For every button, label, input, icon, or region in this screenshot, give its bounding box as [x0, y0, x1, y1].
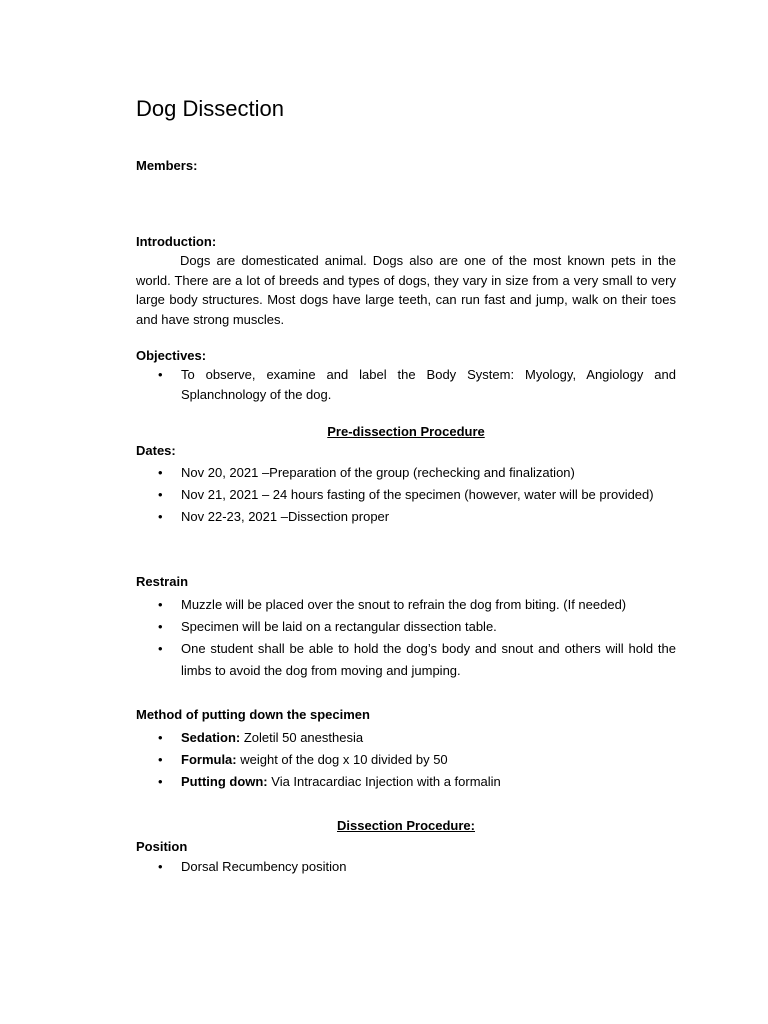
bullet-icon: • [158, 465, 163, 480]
members-label: Members: [136, 158, 198, 173]
list-item: • To observe, examine and label the Body System: Myology, Angiology and Splanchnology of the dog. [158, 367, 676, 402]
pre-dissection-heading: Pre-dissection Procedure [327, 424, 485, 439]
bullet-icon: • [158, 619, 163, 634]
introduction-paragraph [136, 251, 676, 329]
list-item: • Putting down: Via Intracardiac Injection with a formalin [136, 771, 676, 793]
list-item: • Nov 21, 2021 – 24 hours fasting of the specimen (however, water will be provided) [136, 484, 676, 506]
objectives-label: Objectives: [136, 348, 207, 363]
dissection-heading: Dissection Procedure: [337, 818, 475, 833]
method-list [136, 727, 676, 793]
position-label: Position [136, 839, 188, 854]
objectives-list [136, 365, 676, 404]
introduction-label: Introduction: [136, 234, 217, 249]
introduction-text: Dogs are domesticated animal. Dogs also are one of the most known pets in the world. There are a lot of breeds and types of dogs, they vary in size from a very small to very large body structures. Most dogs have large teeth, can run fast and jump, walk on their toes and have strong muscles. [136, 253, 676, 327]
bullet-icon: • [158, 509, 163, 524]
document-title: Dog Dissection [136, 96, 284, 121]
bullet-icon: • [158, 597, 163, 612]
bullet-icon: • [158, 730, 163, 745]
bullet-icon: • [158, 774, 163, 789]
bullet-icon: • [158, 367, 163, 382]
bullet-icon: • [158, 487, 163, 502]
list-item: • Sedation: Zoletil 50 anesthesia [136, 727, 676, 749]
dates-label: Dates: [136, 443, 176, 458]
list-item: • Nov 20, 2021 –Preparation of the group (rechecking and finalization) [136, 462, 676, 484]
bullet-icon: • [158, 859, 163, 874]
list-item: • Formula: weight of the dog x 10 divided by 50 [136, 749, 676, 771]
bullet-icon: • [158, 752, 163, 767]
list-item: • Muzzle will be placed over the snout to refrain the dog from biting. (If needed) [136, 594, 676, 616]
position-list [136, 856, 676, 878]
list-item: • Specimen will be laid on a rectangular dissection table. [136, 616, 676, 638]
list-item: • Nov 22-23, 2021 –Dissection proper [136, 506, 676, 528]
method-label: Method of putting down the specimen [136, 707, 370, 722]
restrain-label: Restrain [136, 574, 189, 589]
restrain-list [136, 594, 676, 682]
dates-list [136, 462, 676, 528]
list-item: • One student shall be able to hold the dog’s body and snout and others will hold the limbs to avoid the dog from moving and jumping. [136, 638, 676, 682]
list-item: • Dorsal Recumbency position [136, 856, 676, 878]
bullet-icon: • [158, 641, 163, 656]
